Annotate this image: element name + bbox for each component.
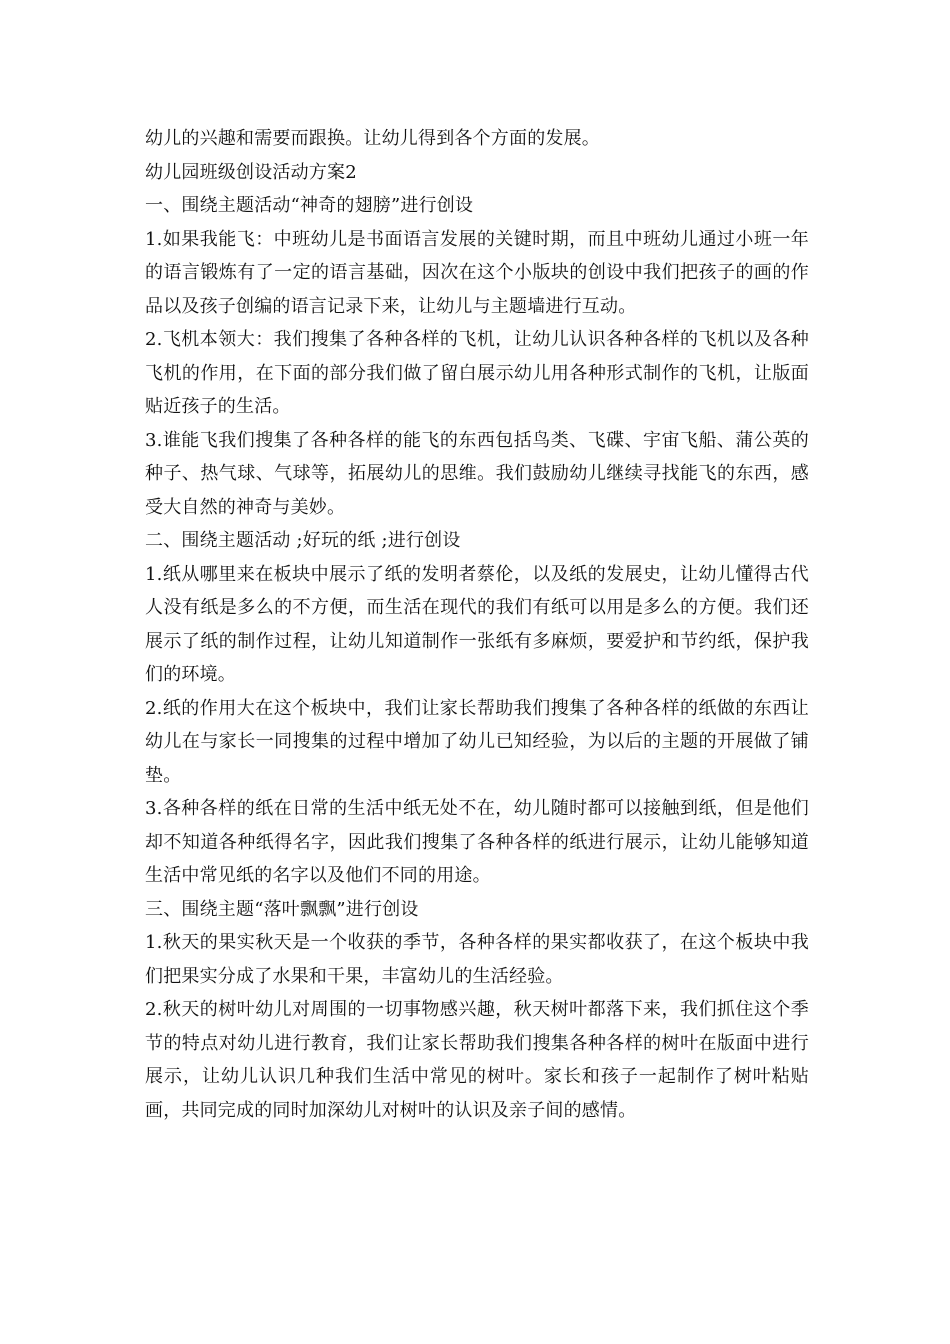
- heading-part-3: 三、围绕主题“落叶飘飘”进行创设: [145, 898, 419, 920]
- section-title: 幼儿园班级创设活动方案2: [145, 161, 357, 183]
- paragraph-1-3: 3.谁能飞我们搜集了各种各样的能飞的东西包括鸟类、飞碟、宇宙飞船、蒲公英的种子、热气球、气球等，拓展幼儿的思维。我们鼓励幼儿继续寻找能飞的东西，感受大自然的神奇与美妙。: [145, 429, 809, 518]
- heading-part-1: 一、围绕主题活动“神奇的翅膀”进行创设: [145, 195, 474, 216]
- paragraph-intro-continuation: 幼儿的兴趣和需要而跟换。让幼儿得到各个方面的发展。: [145, 128, 600, 149]
- paragraph-2-3: 3.各种各样的纸在日常的生活中纸无处不在，幼儿随时都可以接触到纸，但是他们却不知道各种纸得名字，因此我们搜集了各种各样的纸进行展示，让幼儿能够知道生活中常见纸的名字以及他们不同的用途。: [145, 798, 809, 886]
- paragraph-1-2: 2.飞机本领大：我们搜集了各种各样的飞机，让幼儿认识各种各样的飞机以及各种飞机的作用，在下面的部分我们做了留白展示幼儿用各种形式制作的飞机，让版面贴近孩子的生活。: [145, 329, 809, 417]
- heading-part-2: 二、围绕主题活动 ;好玩的纸 ;进行创设: [145, 530, 461, 551]
- paragraph-2-1: 1.纸从哪里来在板块中展示了纸的发明者蔡伦，以及纸的发展史，让幼儿懂得古代人没有纸是多么的不方便，而生活在现代的我们有纸可以用是多么的方便。我们还展示了纸的制作过程，让幼儿知道制作一张纸有多麻烦，要爱护和节约纸，保护我们的环境。: [145, 563, 809, 685]
- paragraph-3-1: 1.秋天的果实秋天是一个收获的季节，各种各样的果实都收获了，在这个板块中我们把果实分成了水果和干果，丰富幼儿的生活经验。: [145, 932, 809, 987]
- paragraph-2-2: 2.纸的作用大在这个板块中，我们让家长帮助我们搜集了各种各样的纸做的东西让幼儿在与家长一同搜集的过程中增加了幼儿已知经验，为以后的主题的开展做了铺垫。: [145, 697, 809, 786]
- paragraph-3-2: 2.秋天的树叶幼儿对周围的一切事物感兴趣，秋天树叶都落下来，我们抓住这个季节的特点对幼儿进行教育，我们让家长帮助我们搜集各种各样的树叶在版面中进行展示，让幼儿认识几种我们生活中常见的树叶。家长和孩子一起制作了树叶粘贴画，共同完成的同时加深幼儿对树叶的认识及亲子间的感情。: [145, 999, 809, 1121]
- document-body: [145, 122, 809, 1127]
- paragraph-1-1: 1.如果我能飞：中班幼儿是书面语言发展的关键时期，而且中班幼儿通过小班一年的语言锻炼有了一定的语言基础，因次在这个小版块的创设中我们把孩子的画的作品以及孩子创编的语言记录下来，让幼儿与主题墙进行互动。: [145, 228, 809, 317]
